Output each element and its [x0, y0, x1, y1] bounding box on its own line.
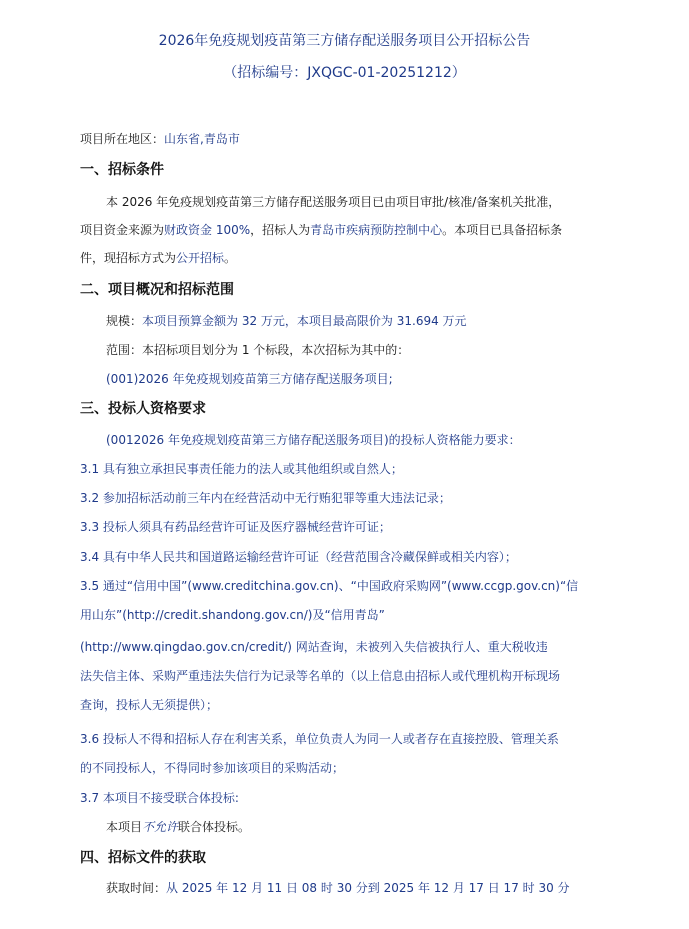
document-title: 2026年免疫规划疫苗第三方储存配送服务项目公开招标公告: [158, 33, 531, 49]
scale-label: 规模：: [106, 314, 143, 328]
section-1-heading: 一、招标条件: [80, 162, 164, 178]
requirement-3-2: 3.2 参加招标活动前三年内在经营活动中无行贿犯罪等重大违法记录；: [80, 491, 451, 505]
text-fragment: 项目资金来源为: [80, 223, 165, 237]
joint-bid-note: [106, 819, 666, 835]
requirement-3-5-line-1: 3.5 通过“信用中国”(www.creditchina.gov.cn)、“中国政府采购网”(www.ccgp.gov.cn)“信: [80, 579, 579, 593]
time-label: 获取时间：: [106, 881, 167, 895]
text-fragment: 。: [224, 251, 237, 265]
requirement-3-1: 3.1 具有独立承担民事责任能力的法人或其他组织或自然人；: [80, 462, 403, 476]
region-value: 山东省,青岛市: [164, 132, 240, 146]
text-fragment: 联合体投标。: [178, 820, 251, 834]
requirement-3-7: 3.7 本项目不接受联合体投标:: [80, 791, 239, 805]
text-fragment: 件，现招标方式为: [80, 251, 177, 265]
requirement-3-5-line-4: 法失信主体、采购严重违法失信行为记录等名单的（以上信息由招标人或代理机构开标现场: [80, 669, 561, 683]
joint-bid-status: 不允许: [142, 820, 179, 834]
scope-value: 本招标项目划分为 1 个标段，本次招标为其中的：: [142, 343, 410, 357]
region-label: 项目所在地区：: [80, 132, 165, 146]
requirement-3-6-line-2: 的不同投标人，不得同时参加该项目的采购活动；: [80, 761, 345, 775]
funding-source: 财政资金 100%: [164, 223, 251, 237]
requirement-3-5-line-5: 查询，投标人无须提供）；: [80, 698, 219, 712]
requirement-3-6-line-1: 3.6 投标人不得和招标人存在利害关系，单位负责人为同一人或者存在直接控股、管理关系: [80, 732, 559, 746]
requirement-3-4: 3.4 具有中华人民共和国道路运输经营许可证（经营范围含冷藏保鲜或相关内容）；: [80, 550, 517, 564]
acquisition-time: [106, 880, 666, 896]
lot-item: (001)2026 年免疫规划疫苗第三方储存配送服务项目;: [106, 372, 393, 386]
project-scale: [106, 313, 666, 329]
section-4-heading: 四、招标文件的获取: [80, 850, 206, 866]
text-fragment: 。本项目已具备招标条: [442, 223, 563, 237]
tenderer-name: 青岛市疾病预防控制中心: [310, 223, 443, 237]
time-value: 从 2025 年 12 月 11 日 08 时 30 分到 2025 年 12 月 17 日 17 时 30 分: [166, 881, 570, 895]
section-1-line-1: 本 2026 年免疫规划疫苗第三方储存配送服务项目已由项目审批/核准/备案机关批准，: [106, 195, 561, 209]
requirement-3-5-line-3: (http://www.qingdao.gov.cn/credit/) 网站查询，未被列入失信被执行人、重大税收违: [80, 640, 548, 654]
section-1-line-2: [80, 222, 640, 238]
section-3-heading: 三、投标人资格要求: [80, 401, 206, 417]
requirement-3-3: 3.3 投标人须具有药品经营许可证及医疗器械经营许可证；: [80, 520, 391, 534]
requirement-3-5-line-2: 用山东”(http://credit.shandong.gov.cn/)及“信用青岛”: [80, 608, 385, 622]
text-fragment: ，招标人为: [250, 223, 311, 237]
section-1-line-3: [80, 250, 640, 266]
project-scope: [106, 342, 666, 358]
tender-number: （招标编号：JXQGC-01-20251212）: [223, 65, 466, 81]
scope-label: 范围：: [106, 343, 143, 357]
section-2-heading: 二、项目概况和招标范围: [80, 282, 234, 298]
text-fragment: 本项目: [106, 820, 143, 834]
scale-value: 本项目预算金额为 32 万元，本项目最高限价为 31.694 万元: [142, 314, 467, 328]
project-region: [80, 131, 640, 147]
tender-method: 公开招标: [176, 251, 225, 265]
qualification-intro: (0012026 年免疫规划疫苗第三方储存配送服务项目)的投标人资格能力要求：: [106, 433, 521, 447]
